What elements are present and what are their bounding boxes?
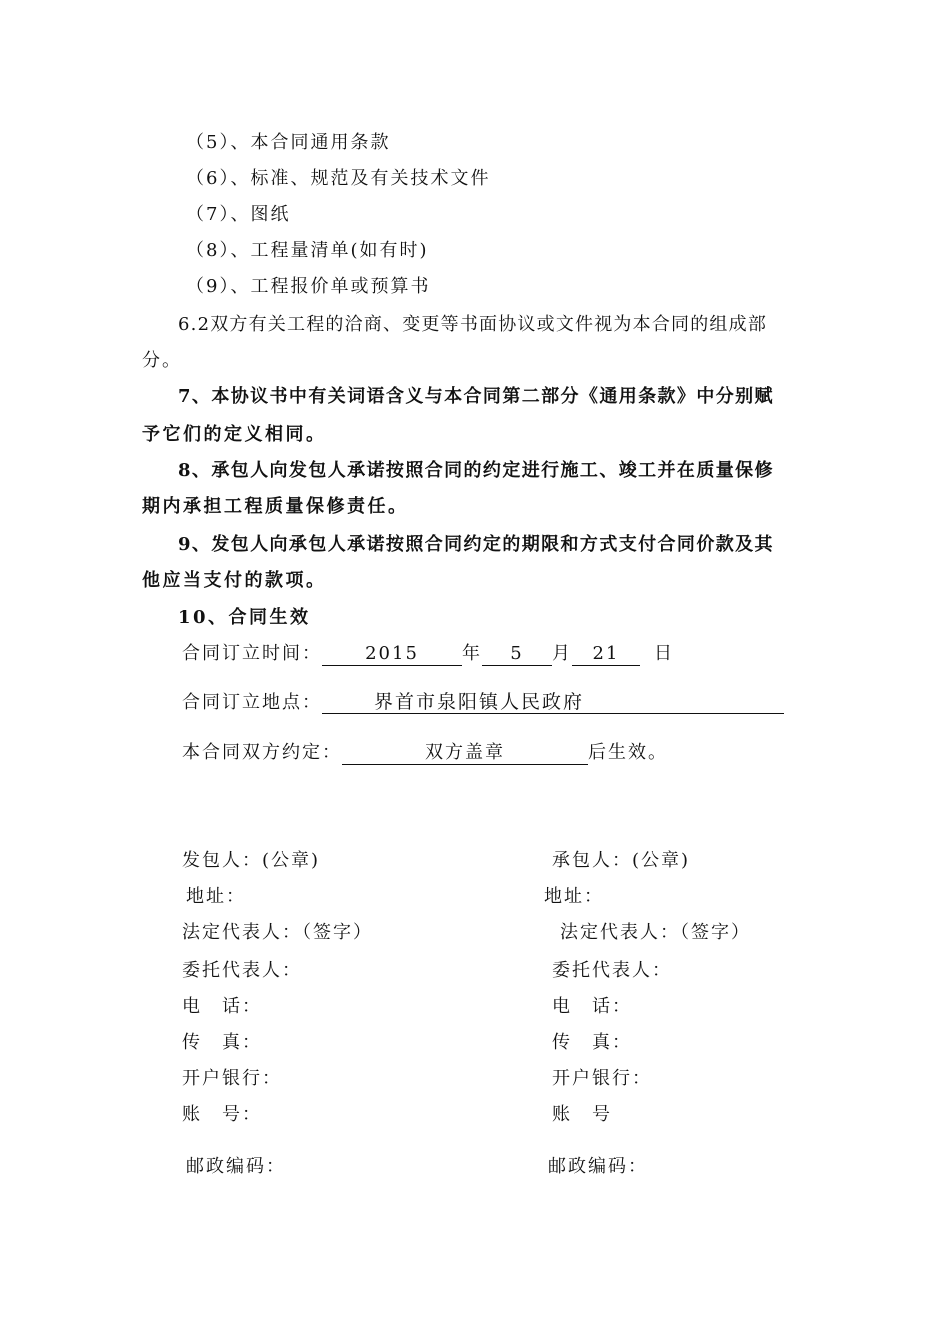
left-fax: 传 真： bbox=[182, 1032, 262, 1053]
month-unit: 月 bbox=[552, 643, 572, 664]
doc-item-5: （5）、本合同通用条款 bbox=[186, 132, 391, 153]
right-party: 承包人：(公章) bbox=[552, 850, 691, 871]
right-legal-rep: 法定代表人：（签字） bbox=[560, 922, 751, 943]
year-unit: 年 bbox=[462, 643, 482, 664]
right-address: 地址： bbox=[544, 886, 604, 907]
left-bank: 开户银行： bbox=[182, 1068, 282, 1089]
sign-day: 21 bbox=[572, 643, 640, 666]
right-account: 账 号 bbox=[552, 1104, 612, 1125]
left-account: 账 号： bbox=[182, 1104, 262, 1125]
left-address: 地址： bbox=[186, 886, 246, 907]
sign-month: 5 bbox=[482, 643, 552, 666]
left-phone: 电 话： bbox=[182, 996, 262, 1017]
effect-row bbox=[182, 738, 668, 765]
effect-suffix: 后生效。 bbox=[588, 742, 668, 763]
effect-label: 本合同双方约定： bbox=[182, 742, 342, 763]
right-bank: 开户银行： bbox=[552, 1068, 652, 1089]
clause-10-heading: 10、合同生效 bbox=[178, 607, 311, 628]
sign-date-label: 合同订立时间： bbox=[182, 643, 322, 664]
doc-item-8: （8）、工程量清单(如有时) bbox=[186, 240, 429, 261]
sign-place-label: 合同订立地点： bbox=[182, 692, 322, 713]
clause-6-2-line1: 6.2双方有关工程的洽商、变更等书面协议或文件视为本合同的组成部 bbox=[178, 314, 768, 335]
left-legal-rep: 法定代表人：（签字） bbox=[182, 922, 373, 943]
left-agent: 委托代表人： bbox=[182, 960, 302, 981]
left-party: 发包人：(公章) bbox=[182, 850, 321, 871]
clause-6-2-line2: 分。 bbox=[142, 350, 182, 371]
clause-8-line1: 8、承包人向发包人承诺按照合同的约定进行施工、竣工并在质量保修 bbox=[178, 460, 774, 481]
right-agent: 委托代表人： bbox=[552, 960, 672, 981]
sign-place: 界首市泉阳镇人民政府 bbox=[322, 691, 784, 714]
right-postcode: 邮政编码： bbox=[548, 1156, 648, 1177]
sign-date-row bbox=[182, 639, 674, 666]
left-postcode: 邮政编码： bbox=[186, 1156, 286, 1177]
right-phone: 电 话： bbox=[552, 996, 632, 1017]
right-fax: 传 真： bbox=[552, 1032, 632, 1053]
clause-7-line2: 予它们的定义相同。 bbox=[142, 424, 327, 445]
day-unit: 日 bbox=[654, 643, 674, 664]
doc-item-7: （7）、图纸 bbox=[186, 204, 291, 225]
doc-item-6: （6）、标准、规范及有关技术文件 bbox=[186, 168, 491, 189]
sign-place-row bbox=[182, 688, 784, 714]
effect-value: 双方盖章 bbox=[342, 742, 588, 765]
clause-7-line1: 7、本协议书中有关词语含义与本合同第二部分《通用条款》中分别赋 bbox=[178, 386, 774, 407]
clause-9-line2: 他应当支付的款项。 bbox=[142, 570, 327, 591]
sign-year: 2015 bbox=[322, 643, 462, 666]
clause-9-line1: 9、发包人向承包人承诺按照合同约定的期限和方式支付合同价款及其 bbox=[178, 534, 774, 555]
clause-8-line2: 期内承担工程质量保修责任。 bbox=[142, 496, 409, 517]
doc-item-9: （9）、工程报价单或预算书 bbox=[186, 276, 431, 297]
